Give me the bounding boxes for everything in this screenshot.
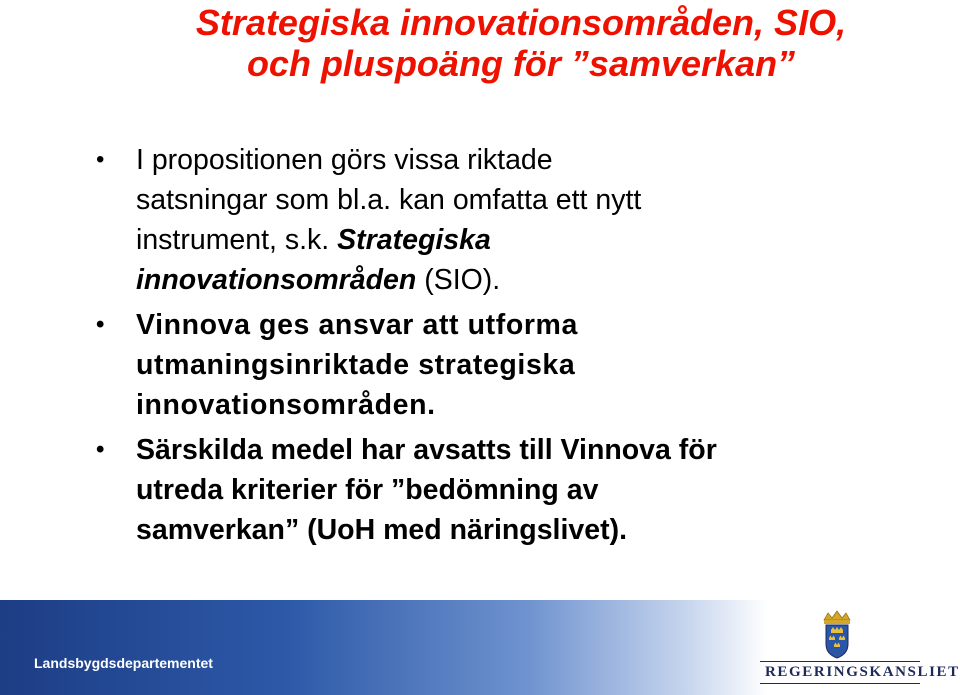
bullet-dot-icon: • bbox=[96, 311, 106, 338]
bullet-emphasis: innovationsområden bbox=[136, 264, 417, 296]
bullet-line bbox=[136, 260, 960, 300]
logo-rule-top bbox=[760, 661, 920, 662]
bullet-text: (SIO). bbox=[416, 264, 501, 296]
bullet-line: samverkan” (UoH med näringslivet). bbox=[136, 514, 627, 546]
bullet-emphasis: Strategiska bbox=[337, 224, 491, 256]
title-line-2: och pluspoäng för ”samverkan” bbox=[246, 43, 796, 84]
bullet-dot-icon: • bbox=[96, 436, 105, 463]
logo-wordmark: REGERINGSKANSLIET bbox=[765, 664, 960, 680]
bullet-item bbox=[0, 140, 960, 300]
bullet-line bbox=[136, 220, 960, 260]
bullet-line: innovationsområden. bbox=[136, 389, 436, 421]
bullet-line: Vinnova ges ansvar att utforma bbox=[136, 309, 578, 341]
department-name: Landsbygdsdepartementet bbox=[34, 655, 213, 671]
bullet-line: satsningar som bl.a. kan omfatta ett nytt bbox=[136, 184, 642, 216]
bullet-text: instrument, s.k. bbox=[136, 224, 338, 256]
bullet-line: I propositionen görs vissa riktade bbox=[136, 144, 553, 176]
bullet-list bbox=[0, 140, 960, 555]
bullet-line: utreda kriterier för ”bedömning av bbox=[136, 474, 599, 506]
title-line-1: Strategiska innovationsområden, SIO, bbox=[195, 2, 847, 43]
bullet-item bbox=[0, 430, 960, 550]
bullet-item bbox=[0, 305, 960, 425]
bullet-dot-icon: • bbox=[96, 146, 105, 173]
bullet-line: utmaningsinriktade strategiska bbox=[136, 349, 576, 381]
logo-rule-bottom bbox=[760, 683, 920, 684]
bullet-line: Särskilda medel har avsatts till Vinnova för bbox=[136, 434, 717, 466]
slide-title bbox=[106, 2, 936, 84]
